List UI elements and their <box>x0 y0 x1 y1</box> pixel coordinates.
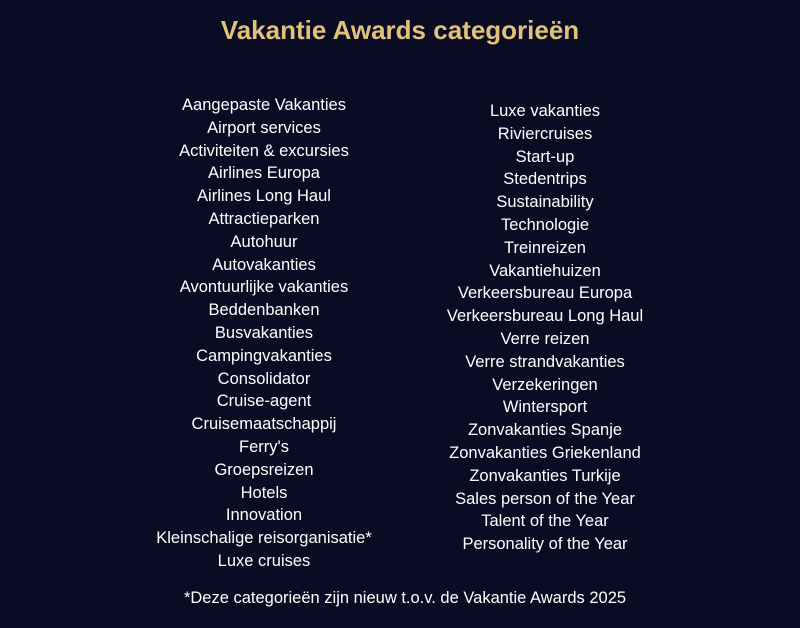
category-item: Busvakanties <box>214 323 314 342</box>
footnote: *Deze categorieën zijn nieuw t.o.v. de Vakantie Awards 2025 <box>183 589 627 607</box>
category-item: Zonvakanties Spanje <box>467 421 623 440</box>
category-item: Consolidator <box>217 369 311 388</box>
category-item: Cruisemaatschappij <box>191 415 337 434</box>
category-item: Stedentrips <box>503 170 587 189</box>
category-item: Campingvakanties <box>196 346 332 365</box>
category-item: Luxe vakanties <box>489 102 601 120</box>
category-item: Activiteiten & excursies <box>179 141 349 160</box>
category-item: Airlines Long Haul <box>197 187 331 206</box>
category-item: Verkeersbureau Europa <box>457 284 633 303</box>
category-item: Zonvakanties Turkije <box>469 466 621 485</box>
category-list-left <box>130 94 398 573</box>
category-item: Verkeersbureau Long Haul <box>446 307 644 326</box>
category-item: Cruise-agent <box>216 392 312 411</box>
category-item: Autovakanties <box>212 255 316 274</box>
category-item: Technologie <box>500 215 590 234</box>
category-item: Autohuur <box>230 232 298 251</box>
category-item: Riviercruises <box>497 124 593 143</box>
category-item: Sales person of the Year <box>455 489 635 508</box>
category-item: Beddenbanken <box>208 301 320 320</box>
category-item: Vakantiehuizen <box>489 261 601 280</box>
category-item: Treinreizen <box>504 238 586 257</box>
category-item: Airlines Europa <box>208 164 320 183</box>
category-item: Avontuurlijke vakanties <box>179 278 349 297</box>
category-item: Groepsreizen <box>214 460 314 479</box>
category-item: Hotels <box>240 483 288 502</box>
category-item: Attractieparken <box>208 209 320 228</box>
category-item: Kleinschalige reisorganisatie* <box>156 529 372 548</box>
category-list-right <box>420 100 670 556</box>
category-item: Sustainability <box>496 193 594 212</box>
category-item: Personality of the Year <box>462 535 628 554</box>
category-item: Verzekeringen <box>492 375 598 394</box>
category-item: Verre strandvakanties <box>465 352 625 371</box>
category-item: Innovation <box>225 506 303 525</box>
page-title: Vakantie Awards categorieën <box>220 15 580 45</box>
category-item: Ferry's <box>239 437 289 456</box>
category-item: Start-up <box>515 147 575 166</box>
category-item: Wintersport <box>502 398 588 417</box>
category-item: Zonvakanties Griekenland <box>449 443 641 462</box>
category-item: Airport services <box>207 118 321 137</box>
category-item: Aangepaste Vakanties <box>182 96 346 114</box>
category-item: Talent of the Year <box>481 512 609 531</box>
category-item: Verre reizen <box>500 329 590 348</box>
category-item: Luxe cruises <box>217 551 311 570</box>
